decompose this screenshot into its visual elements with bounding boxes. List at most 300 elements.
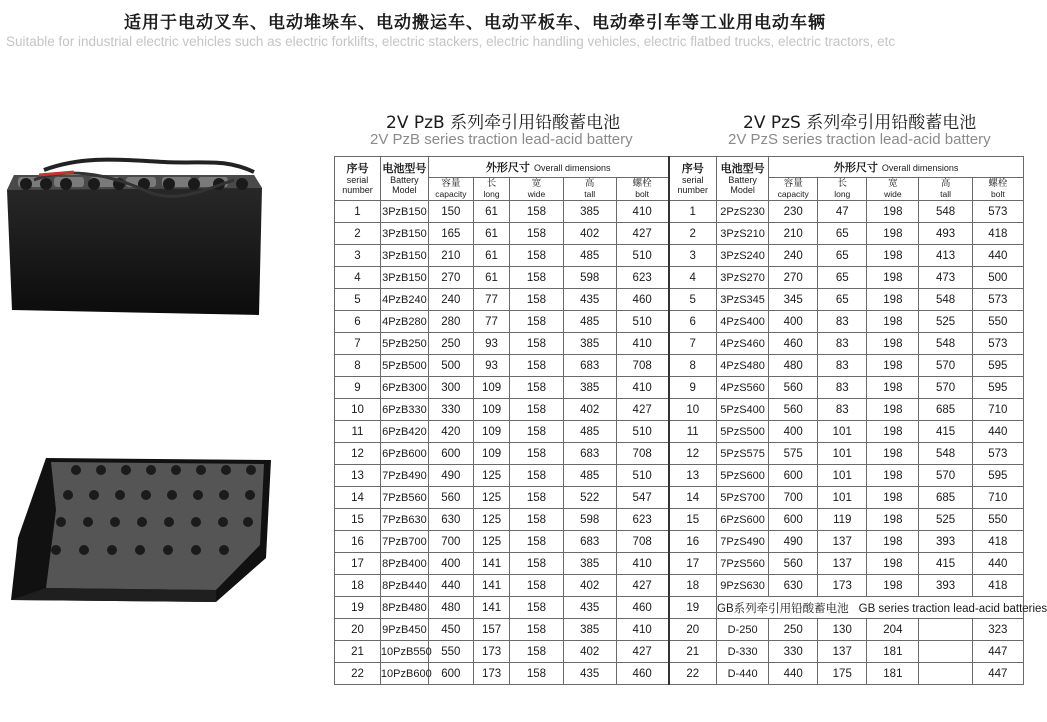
pzs-model-cell: 4PzS460 bbox=[717, 333, 769, 355]
pzb-capacity-cell: 550 bbox=[428, 641, 473, 663]
pzb-model-cell: 4PzB240 bbox=[380, 289, 428, 311]
pzs-tall-cell: 493 bbox=[919, 223, 972, 245]
pzs-serial-cell: 21 bbox=[669, 641, 717, 663]
pzb-long-cell: 77 bbox=[473, 311, 510, 333]
pzs-serial-cell: 5 bbox=[669, 289, 717, 311]
pzb-capacity-cell: 630 bbox=[428, 509, 473, 531]
dims-header-2: 外形尺寸 Overall dimensions bbox=[769, 157, 1024, 178]
pzs-long-cell: 101 bbox=[818, 443, 867, 465]
pzs-serial-cell: 8 bbox=[669, 355, 717, 377]
pzb-tall-cell: 598 bbox=[563, 267, 616, 289]
pzs-capacity-cell: 630 bbox=[769, 575, 818, 597]
pzb-capacity-cell: 600 bbox=[428, 443, 473, 465]
table-row bbox=[335, 487, 1024, 509]
pzs-wide-cell: 198 bbox=[867, 487, 919, 509]
pzb-capacity-cell: 420 bbox=[428, 421, 473, 443]
pzs-capacity-cell: 575 bbox=[769, 443, 818, 465]
pzb-model-cell: 10PzB550 bbox=[380, 641, 428, 663]
pzb-bolt-cell: 410 bbox=[616, 377, 668, 399]
pzs-wide-cell: 198 bbox=[867, 509, 919, 531]
pzs-serial-cell: 1 bbox=[669, 201, 717, 223]
page-title-en: Suitable for industrial electric vehicles such as electric forklifts, electric stackers, electric handling vehicles, electric flatbed trucks, electric tractors, etc bbox=[6, 34, 896, 49]
pzb-long-cell: 109 bbox=[473, 377, 510, 399]
table-row bbox=[335, 245, 1024, 267]
gb-label-cn: GB系列牵引用铅酸蓄电池 bbox=[717, 602, 849, 615]
pzb-serial-cell: 17 bbox=[335, 553, 381, 575]
pzs-capacity-cell: 560 bbox=[769, 399, 818, 421]
pzb-model-cell: 3PzB150 bbox=[380, 201, 428, 223]
pzb-model-cell: 4PzB280 bbox=[380, 311, 428, 333]
pzb-tall-cell: 385 bbox=[563, 619, 616, 641]
pzb-serial-cell: 21 bbox=[335, 641, 381, 663]
pzs-capacity-cell: 560 bbox=[769, 377, 818, 399]
pzb-wide-cell: 158 bbox=[510, 245, 563, 267]
pzb-serial-cell: 2 bbox=[335, 223, 381, 245]
pzs-serial-cell: 7 bbox=[669, 333, 717, 355]
pzs-long-cell: 65 bbox=[818, 289, 867, 311]
pzs-wide-cell: 198 bbox=[867, 267, 919, 289]
pzs-bolt-cell: 573 bbox=[972, 443, 1023, 465]
table-row bbox=[335, 223, 1024, 245]
pzb-wide-cell: 158 bbox=[510, 421, 563, 443]
pzb-tall-cell: 683 bbox=[563, 443, 616, 465]
pzs-capacity-cell: 460 bbox=[769, 333, 818, 355]
pzs-tall-cell: 393 bbox=[919, 575, 972, 597]
pzs-tall-cell: 413 bbox=[919, 245, 972, 267]
pzs-tall-cell: 548 bbox=[919, 333, 972, 355]
pzb-capacity-cell: 150 bbox=[428, 201, 473, 223]
pzs-serial-cell: 13 bbox=[669, 465, 717, 487]
pzb-capacity-cell: 700 bbox=[428, 531, 473, 553]
pzb-serial-cell: 22 bbox=[335, 663, 381, 685]
pzs-capacity-cell: 345 bbox=[769, 289, 818, 311]
pzs-tall-cell: 415 bbox=[919, 553, 972, 575]
pzb-bolt-cell: 510 bbox=[616, 311, 668, 333]
table-row bbox=[335, 399, 1024, 421]
long-header: 长 long bbox=[473, 178, 510, 201]
pzs-wide-cell: 198 bbox=[867, 289, 919, 311]
pzb-serial-cell: 14 bbox=[335, 487, 381, 509]
tall-header: 高 tall bbox=[563, 178, 616, 201]
battery-photo-bottom bbox=[6, 450, 276, 610]
pzs-long-cell: 47 bbox=[818, 201, 867, 223]
pzb-tall-cell: 385 bbox=[563, 333, 616, 355]
pzs-capacity-cell: 400 bbox=[769, 311, 818, 333]
pzs-model-cell: 4PzS560 bbox=[717, 377, 769, 399]
pzb-long-cell: 125 bbox=[473, 465, 510, 487]
pzb-tall-cell: 435 bbox=[563, 663, 616, 685]
pzb-serial-cell: 19 bbox=[335, 597, 381, 619]
pzs-model-cell: 6PzS600 bbox=[717, 509, 769, 531]
pzs-bolt-cell: 595 bbox=[972, 377, 1023, 399]
model-header: 电池型号 Battery Model bbox=[380, 157, 428, 201]
pzb-wide-cell: 158 bbox=[510, 377, 563, 399]
pzb-bolt-cell: 510 bbox=[616, 421, 668, 443]
pzs-wide-cell: 198 bbox=[867, 311, 919, 333]
pzb-bolt-cell: 510 bbox=[616, 245, 668, 267]
pzs-wide-cell: 198 bbox=[867, 245, 919, 267]
pzs-wide-cell: 204 bbox=[867, 619, 919, 641]
long-header-2: 长 long bbox=[818, 178, 867, 201]
bolt-header-2: 螺栓 bolt bbox=[972, 178, 1023, 201]
pzs-bolt-cell: 447 bbox=[972, 641, 1023, 663]
pzs-serial-cell: 19 bbox=[669, 597, 717, 619]
pzb-capacity-cell: 450 bbox=[428, 619, 473, 641]
pzs-capacity-cell: 230 bbox=[769, 201, 818, 223]
table-row bbox=[335, 531, 1024, 553]
pzs-serial-cell: 9 bbox=[669, 377, 717, 399]
table-row bbox=[335, 553, 1024, 575]
pzs-wide-cell: 198 bbox=[867, 421, 919, 443]
pzb-tall-cell: 385 bbox=[563, 201, 616, 223]
pzb-capacity-cell: 210 bbox=[428, 245, 473, 267]
pzs-tall-cell: 415 bbox=[919, 421, 972, 443]
pzs-long-cell: 83 bbox=[818, 399, 867, 421]
pzs-bolt-cell: 440 bbox=[972, 421, 1023, 443]
table-row bbox=[335, 267, 1024, 289]
pzs-model-cell: 5PzS575 bbox=[717, 443, 769, 465]
capacity-header: 容量 capacity bbox=[428, 178, 473, 201]
pzs-long-cell: 101 bbox=[818, 487, 867, 509]
pzs-tall-cell: 570 bbox=[919, 465, 972, 487]
page-title-cn: 适用于电动叉车、电动堆垛车、电动搬运车、电动平板车、电动牵引车等工业用电动车辆 bbox=[124, 13, 826, 33]
battery-photo-top bbox=[4, 150, 266, 320]
pzb-tall-cell: 485 bbox=[563, 421, 616, 443]
pzb-tall-cell: 485 bbox=[563, 465, 616, 487]
pzb-capacity-cell: 165 bbox=[428, 223, 473, 245]
pzb-bolt-cell: 410 bbox=[616, 201, 668, 223]
pzb-tall-cell: 522 bbox=[563, 487, 616, 509]
pzb-serial-cell: 12 bbox=[335, 443, 381, 465]
pzs-long-cell: 65 bbox=[818, 223, 867, 245]
capacity-header-2: 容量 capacity bbox=[769, 178, 818, 201]
pzb-bolt-cell: 708 bbox=[616, 355, 668, 377]
pzb-serial-cell: 6 bbox=[335, 311, 381, 333]
pzb-wide-cell: 158 bbox=[510, 223, 563, 245]
pzb-bolt-cell: 510 bbox=[616, 465, 668, 487]
pzb-bolt-cell: 708 bbox=[616, 443, 668, 465]
pzs-long-cell: 83 bbox=[818, 333, 867, 355]
pzs-model-cell: D-250 bbox=[717, 619, 769, 641]
pzb-bolt-cell: 427 bbox=[616, 641, 668, 663]
pzb-tall-cell: 402 bbox=[563, 223, 616, 245]
pzs-capacity-cell: 600 bbox=[769, 509, 818, 531]
pzb-serial-cell: 5 bbox=[335, 289, 381, 311]
pzs-long-cell: 175 bbox=[818, 663, 867, 685]
pzb-bolt-cell: 623 bbox=[616, 509, 668, 531]
pzb-wide-cell: 158 bbox=[510, 399, 563, 421]
pzs-serial-cell: 3 bbox=[669, 245, 717, 267]
pzs-bolt-cell: 573 bbox=[972, 333, 1023, 355]
pzb-model-cell: 3PzB150 bbox=[380, 245, 428, 267]
pzs-serial-cell: 20 bbox=[669, 619, 717, 641]
pzb-bolt-cell: 427 bbox=[616, 399, 668, 421]
pzs-serial-cell: 6 bbox=[669, 311, 717, 333]
pzb-bolt-cell: 623 bbox=[616, 267, 668, 289]
pzb-model-cell: 5PzB500 bbox=[380, 355, 428, 377]
pzs-bolt-cell: 323 bbox=[972, 619, 1023, 641]
pzb-bolt-cell: 410 bbox=[616, 333, 668, 355]
pzb-capacity-cell: 600 bbox=[428, 663, 473, 685]
pzb-tall-cell: 402 bbox=[563, 575, 616, 597]
pzs-serial-cell: 11 bbox=[669, 421, 717, 443]
pzs-long-cell: 101 bbox=[818, 421, 867, 443]
pzs-tall-cell: 548 bbox=[919, 201, 972, 223]
pzb-capacity-cell: 480 bbox=[428, 597, 473, 619]
pzb-model-cell: 7PzB490 bbox=[380, 465, 428, 487]
pzb-wide-cell: 158 bbox=[510, 597, 563, 619]
pzb-model-cell: 6PzB600 bbox=[380, 443, 428, 465]
table-row bbox=[335, 355, 1024, 377]
pzs-tall-cell bbox=[919, 641, 972, 663]
pzs-serial-cell: 17 bbox=[669, 553, 717, 575]
pzb-title-cn: 2V PzB 系列牵引用铅酸蓄电池 bbox=[386, 113, 621, 133]
pzs-bolt-cell: 550 bbox=[972, 311, 1023, 333]
pzb-tall-cell: 435 bbox=[563, 289, 616, 311]
pzb-long-cell: 125 bbox=[473, 509, 510, 531]
pzb-serial-cell: 16 bbox=[335, 531, 381, 553]
table-row bbox=[335, 421, 1024, 443]
pzs-bolt-cell: 550 bbox=[972, 509, 1023, 531]
pzs-bolt-cell: 710 bbox=[972, 487, 1023, 509]
pzs-model-cell: 5PzS400 bbox=[717, 399, 769, 421]
pzs-long-cell: 137 bbox=[818, 641, 867, 663]
pzs-bolt-cell: 418 bbox=[972, 531, 1023, 553]
pzs-long-cell: 137 bbox=[818, 553, 867, 575]
pzb-long-cell: 109 bbox=[473, 399, 510, 421]
pzs-capacity-cell: 210 bbox=[769, 223, 818, 245]
pzb-model-cell: 10PzB600 bbox=[380, 663, 428, 685]
pzs-title-cn: 2V PzS 系列牵引用铅酸蓄电池 bbox=[743, 113, 977, 133]
pzb-serial-cell: 8 bbox=[335, 355, 381, 377]
pzs-serial-cell: 18 bbox=[669, 575, 717, 597]
pzs-bolt-cell: 573 bbox=[972, 201, 1023, 223]
pzb-serial-cell: 13 bbox=[335, 465, 381, 487]
pzs-long-cell: 137 bbox=[818, 531, 867, 553]
pzs-tall-cell: 473 bbox=[919, 267, 972, 289]
pzs-serial-cell: 4 bbox=[669, 267, 717, 289]
pzb-wide-cell: 158 bbox=[510, 267, 563, 289]
pzs-bolt-cell: 418 bbox=[972, 223, 1023, 245]
pzs-tall-cell: 525 bbox=[919, 509, 972, 531]
battery-spec-table bbox=[334, 156, 1047, 685]
pzb-model-cell: 7PzB630 bbox=[380, 509, 428, 531]
pzb-tall-cell: 402 bbox=[563, 641, 616, 663]
pzs-capacity-cell: 400 bbox=[769, 421, 818, 443]
pzb-bolt-cell: 427 bbox=[616, 575, 668, 597]
pzs-model-cell: 2PzS230 bbox=[717, 201, 769, 223]
pzb-capacity-cell: 500 bbox=[428, 355, 473, 377]
pzs-wide-cell: 198 bbox=[867, 553, 919, 575]
pzb-tall-cell: 485 bbox=[563, 245, 616, 267]
pzb-bolt-cell: 410 bbox=[616, 619, 668, 641]
pzb-long-cell: 109 bbox=[473, 443, 510, 465]
pzs-bolt-cell: 440 bbox=[972, 245, 1023, 267]
pzb-long-cell: 93 bbox=[473, 333, 510, 355]
pzs-capacity-cell: 240 bbox=[769, 245, 818, 267]
pzb-wide-cell: 158 bbox=[510, 509, 563, 531]
pzs-model-cell: 5PzS500 bbox=[717, 421, 769, 443]
pzb-long-cell: 125 bbox=[473, 487, 510, 509]
pzs-wide-cell: 198 bbox=[867, 575, 919, 597]
pzb-capacity-cell: 280 bbox=[428, 311, 473, 333]
pzb-wide-cell: 158 bbox=[510, 289, 563, 311]
pzb-model-cell: 6PzB420 bbox=[380, 421, 428, 443]
pzs-model-cell: 9PzS630 bbox=[717, 575, 769, 597]
pzb-long-cell: 173 bbox=[473, 663, 510, 685]
pzs-long-cell: 83 bbox=[818, 311, 867, 333]
pzb-serial-cell: 3 bbox=[335, 245, 381, 267]
pzs-bolt-cell: 573 bbox=[972, 289, 1023, 311]
pzb-long-cell: 93 bbox=[473, 355, 510, 377]
pzb-tall-cell: 683 bbox=[563, 355, 616, 377]
pzs-tall-cell: 525 bbox=[919, 311, 972, 333]
pzs-wide-cell: 198 bbox=[867, 333, 919, 355]
pzb-serial-cell: 15 bbox=[335, 509, 381, 531]
table-row bbox=[335, 663, 1024, 685]
table-row bbox=[335, 201, 1024, 223]
pzs-bolt-cell: 418 bbox=[972, 575, 1023, 597]
pzs-bolt-cell: 447 bbox=[972, 663, 1023, 685]
pzs-capacity-cell: 600 bbox=[769, 465, 818, 487]
pzb-tall-cell: 485 bbox=[563, 311, 616, 333]
pzb-capacity-cell: 400 bbox=[428, 553, 473, 575]
pzs-title-en: 2V PzS series traction lead-acid battery bbox=[728, 131, 991, 148]
pzs-wide-cell: 198 bbox=[867, 201, 919, 223]
pzs-capacity-cell: 270 bbox=[769, 267, 818, 289]
pzs-long-cell: 65 bbox=[818, 267, 867, 289]
bolt-header: 螺栓 bolt bbox=[616, 178, 668, 201]
pzs-wide-cell: 198 bbox=[867, 443, 919, 465]
pzb-model-cell: 8PzB400 bbox=[380, 553, 428, 575]
serial-header-2: 序号 serial number bbox=[669, 157, 717, 201]
pzb-model-cell: 3PzB150 bbox=[380, 267, 428, 289]
pzs-tall-cell: 393 bbox=[919, 531, 972, 553]
pzs-long-cell: 119 bbox=[818, 509, 867, 531]
pzs-wide-cell: 198 bbox=[867, 355, 919, 377]
pzs-model-cell: 5PzS700 bbox=[717, 487, 769, 509]
pzb-serial-cell: 9 bbox=[335, 377, 381, 399]
pzs-long-cell: 83 bbox=[818, 377, 867, 399]
pzb-capacity-cell: 330 bbox=[428, 399, 473, 421]
table-row bbox=[335, 597, 1024, 619]
pzs-bolt-cell: 500 bbox=[972, 267, 1023, 289]
tall-header-2: 高 tall bbox=[919, 178, 972, 201]
pzs-long-cell: 101 bbox=[818, 465, 867, 487]
pzb-wide-cell: 158 bbox=[510, 487, 563, 509]
pzb-bolt-cell: 460 bbox=[616, 663, 668, 685]
pzb-wide-cell: 158 bbox=[510, 311, 563, 333]
pzb-model-cell: 7PzB560 bbox=[380, 487, 428, 509]
pzb-long-cell: 141 bbox=[473, 575, 510, 597]
pzs-tall-cell bbox=[919, 663, 972, 685]
pzb-wide-cell: 158 bbox=[510, 201, 563, 223]
pzb-serial-cell: 10 bbox=[335, 399, 381, 421]
pzb-capacity-cell: 560 bbox=[428, 487, 473, 509]
pzs-model-cell: 5PzS600 bbox=[717, 465, 769, 487]
pzs-capacity-cell: 250 bbox=[769, 619, 818, 641]
pzs-wide-cell: 198 bbox=[867, 465, 919, 487]
gb-label-en: GB series traction lead-acid batteries bbox=[858, 602, 1047, 615]
pzs-long-cell: 173 bbox=[818, 575, 867, 597]
pzb-long-cell: 61 bbox=[473, 267, 510, 289]
pzs-long-cell: 83 bbox=[818, 355, 867, 377]
pzs-wide-cell: 198 bbox=[867, 377, 919, 399]
pzs-model-cell: 3PzS240 bbox=[717, 245, 769, 267]
table-row bbox=[335, 377, 1024, 399]
pzs-long-cell: 65 bbox=[818, 245, 867, 267]
table-row bbox=[335, 509, 1024, 531]
pzs-model-cell: D-440 bbox=[717, 663, 769, 685]
pzb-serial-cell: 20 bbox=[335, 619, 381, 641]
pzb-serial-cell: 7 bbox=[335, 333, 381, 355]
pzs-model-cell: 3PzS270 bbox=[717, 267, 769, 289]
pzb-wide-cell: 158 bbox=[510, 663, 563, 685]
wide-header: 宽 wide bbox=[510, 178, 563, 201]
pzb-model-cell: 9PzB450 bbox=[380, 619, 428, 641]
table-row bbox=[335, 333, 1024, 355]
pzb-tall-cell: 435 bbox=[563, 597, 616, 619]
pzb-bolt-cell: 460 bbox=[616, 289, 668, 311]
pzs-model-cell: 4PzS400 bbox=[717, 311, 769, 333]
pzb-long-cell: 173 bbox=[473, 641, 510, 663]
pzb-long-cell: 141 bbox=[473, 553, 510, 575]
pzb-serial-cell: 1 bbox=[335, 201, 381, 223]
pzb-capacity-cell: 250 bbox=[428, 333, 473, 355]
pzb-model-cell: 6PzB300 bbox=[380, 377, 428, 399]
pzb-bolt-cell: 708 bbox=[616, 531, 668, 553]
pzb-capacity-cell: 270 bbox=[428, 267, 473, 289]
pzs-wide-cell: 198 bbox=[867, 399, 919, 421]
wide-header-2: 宽 wide bbox=[867, 178, 919, 201]
pzb-wide-cell: 158 bbox=[510, 619, 563, 641]
pzb-tall-cell: 402 bbox=[563, 399, 616, 421]
pzs-model-cell: 7PzS560 bbox=[717, 553, 769, 575]
pzs-bolt-cell: 595 bbox=[972, 465, 1023, 487]
pzb-long-cell: 157 bbox=[473, 619, 510, 641]
pzb-bolt-cell: 410 bbox=[616, 553, 668, 575]
pzb-wide-cell: 158 bbox=[510, 465, 563, 487]
pzs-wide-cell: 198 bbox=[867, 531, 919, 553]
pzb-long-cell: 61 bbox=[473, 245, 510, 267]
pzb-tall-cell: 385 bbox=[563, 553, 616, 575]
pzb-serial-cell: 4 bbox=[335, 267, 381, 289]
pzb-capacity-cell: 490 bbox=[428, 465, 473, 487]
pzb-long-cell: 61 bbox=[473, 201, 510, 223]
table-row bbox=[335, 641, 1024, 663]
pzb-title-en: 2V PzB series traction lead-acid battery bbox=[370, 131, 633, 148]
pzs-capacity-cell: 480 bbox=[769, 355, 818, 377]
pzs-capacity-cell: 440 bbox=[769, 663, 818, 685]
pzs-wide-cell: 181 bbox=[867, 663, 919, 685]
pzs-tall-cell: 685 bbox=[919, 487, 972, 509]
pzb-model-cell: 7PzB700 bbox=[380, 531, 428, 553]
pzs-tall-cell bbox=[919, 619, 972, 641]
serial-header: 序号 serial number bbox=[335, 157, 381, 201]
pzs-long-cell: 130 bbox=[818, 619, 867, 641]
table-row bbox=[335, 465, 1024, 487]
pzs-bolt-cell: 710 bbox=[972, 399, 1023, 421]
pzb-model-cell: 5PzB250 bbox=[380, 333, 428, 355]
pzb-serial-cell: 18 bbox=[335, 575, 381, 597]
dims-header: 外形尺寸 Overall dimensions bbox=[428, 157, 668, 178]
pzb-long-cell: 61 bbox=[473, 223, 510, 245]
pzs-serial-cell: 10 bbox=[669, 399, 717, 421]
pzs-model-cell: D-330 bbox=[717, 641, 769, 663]
pzs-model-cell: 7PzS490 bbox=[717, 531, 769, 553]
pzb-model-cell: 3PzB150 bbox=[380, 223, 428, 245]
pzb-bolt-cell: 460 bbox=[616, 597, 668, 619]
